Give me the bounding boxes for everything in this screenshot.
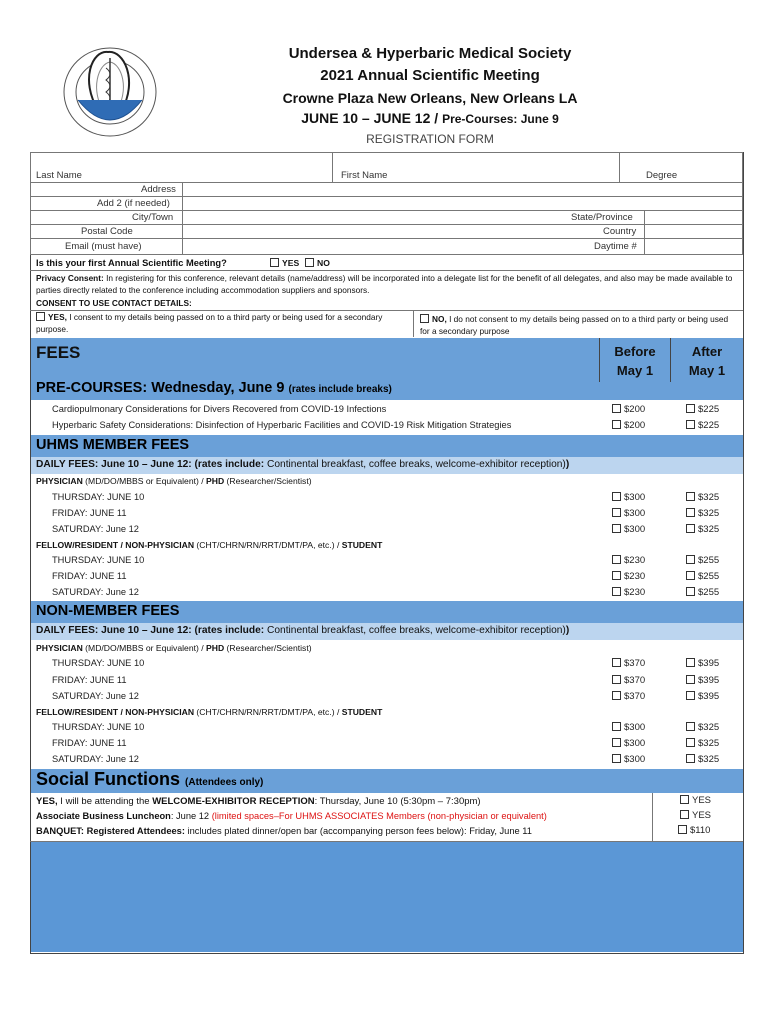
daytime-label: Daytime # [594, 241, 637, 252]
org-name: Undersea & Hyperbaric Medical Society [288, 45, 572, 62]
degree-field[interactable]: Degree [619, 152, 743, 183]
before-header: Before May 1 [614, 344, 656, 378]
precourse-after-price[interactable]: $225 [686, 420, 719, 431]
after-price[interactable]: $325 [686, 508, 719, 519]
address-field[interactable]: Address [30, 182, 743, 197]
after-price[interactable]: $395 [686, 675, 719, 686]
luncheon-row: Associate Business Luncheon: June 12 (limited spaces–For UHMS ASSOCIATES Members (non-physician or equivalent) [36, 811, 547, 821]
day-row: FRIDAY: JUNE 11 [52, 675, 127, 685]
nonmember-physician-heading: PHYSICIAN (MD/DO/MBBS or Equivalent) / PHD (Researcher/Scientist) [36, 643, 312, 653]
day-row: FRIDAY: JUNE 11 [52, 738, 127, 748]
before-price[interactable]: $230 [612, 555, 645, 566]
day-row: THURSDAY: JUNE 10 [52, 722, 145, 732]
precourses-title: PRE-COURSES: Wednesday, June 9 (rates include breaks) [36, 380, 392, 396]
header [230, 44, 630, 149]
nonmember-daily-label: DAILY FEES: June 10 – June 12: (rates include: Continental breakfast, coffee breaks, welcome-exhibitor reception)) [36, 625, 570, 636]
city-field[interactable]: City/Town State/Province [30, 210, 743, 225]
member-title: UHMS MEMBER FEES [36, 437, 190, 453]
last-name-field[interactable]: Last Name [30, 152, 333, 183]
bottom-blue-area [31, 842, 743, 952]
before-price[interactable]: $230 [612, 587, 645, 598]
after-price[interactable]: $325 [686, 754, 719, 765]
day-row: SATURDAY: June 12 [52, 691, 139, 701]
country-label: Country [603, 226, 637, 237]
before-price[interactable]: $300 [612, 524, 645, 535]
uhms-logo [60, 40, 160, 140]
first-meeting-row: Is this your first Annual Scientific Meeting? [36, 258, 227, 268]
after-price[interactable]: $395 [686, 691, 719, 702]
before-price[interactable]: $300 [612, 492, 645, 503]
fees-title: FEES [36, 343, 81, 362]
welcome-yes-checkbox[interactable]: YES [680, 795, 711, 806]
form-title: REGISTRATION FORM [366, 132, 494, 146]
day-row: SATURDAY: June 12 [52, 524, 139, 534]
day-row: FRIDAY: JUNE 11 [52, 571, 127, 581]
after-price[interactable]: $325 [686, 492, 719, 503]
before-price[interactable]: $300 [612, 508, 645, 519]
day-row: SATURDAY: June 12 [52, 754, 139, 764]
state-label: State/Province [571, 212, 633, 223]
member-daily-label: DAILY FEES: June 10 – June 12: (rates include: Continental breakfast, coffee breaks, welcome-exhibitor reception)) [36, 459, 570, 470]
first-meeting-no[interactable]: NO [305, 258, 330, 268]
after-price[interactable]: $255 [686, 587, 719, 598]
consent-heading: CONSENT TO USE CONTACT DETAILS: [36, 298, 192, 308]
luncheon-yes-checkbox[interactable]: YES [680, 810, 711, 821]
after-header: After May 1 [688, 344, 726, 378]
precourse-after-price[interactable]: $225 [686, 404, 719, 415]
social-title: Social Functions (Attendees only) [36, 769, 264, 789]
day-row: SATURDAY: June 12 [52, 587, 139, 597]
nonmember-fellow-heading: FELLOW/RESIDENT / NON-PHYSICIAN (CHT/CHRN/RN/RRT/DMT/PA, etc.) / STUDENT [36, 707, 383, 717]
member-fellow-heading: FELLOW/RESIDENT / NON-PHYSICIAN (CHT/CHRN/RN/RRT/DMT/PA, etc.) / STUDENT [36, 540, 383, 550]
after-price[interactable]: $325 [686, 738, 719, 749]
before-price[interactable]: $300 [612, 722, 645, 733]
welcome-reception-row: YES, I will be attending the WELCOME-EXHIBITOR RECEPTION: Thursday, June 10 (5:30pm – 7:30pm) [36, 796, 481, 807]
before-price[interactable]: $230 [612, 571, 645, 582]
before-price[interactable]: $300 [612, 754, 645, 765]
before-price[interactable]: $370 [612, 691, 645, 702]
dates: JUNE 10 – JUNE 12 / Pre-Courses: June 9 [301, 110, 559, 126]
postal-field[interactable]: Postal Code Country [30, 224, 743, 239]
first-meeting-yes[interactable]: YES [270, 258, 299, 268]
day-row: FRIDAY: JUNE 11 [52, 508, 127, 518]
consent-yes-option[interactable]: YES, I consent to my details being passed on to a third party or being used for a secondary purpose. [36, 312, 383, 334]
member-physician-heading: PHYSICIAN (MD/DO/MBBS or Equivalent) / PHD (Researcher/Scientist) [36, 476, 312, 486]
before-price[interactable]: $370 [612, 658, 645, 669]
consent-no-option[interactable]: NO, I do not consent to my details being passed on to a third party or being used for a secondary purpose [420, 314, 729, 336]
day-row: THURSDAY: JUNE 10 [52, 492, 145, 502]
before-price[interactable]: $300 [612, 738, 645, 749]
meeting-title: 2021 Annual Scientific Meeting [320, 67, 540, 84]
day-row: THURSDAY: JUNE 10 [52, 555, 145, 565]
precourse-before-price[interactable]: $200 [612, 404, 645, 415]
after-price[interactable]: $255 [686, 555, 719, 566]
after-price[interactable]: $255 [686, 571, 719, 582]
after-price[interactable]: $325 [686, 524, 719, 535]
first-name-field[interactable]: First Name [332, 152, 620, 183]
after-price[interactable]: $395 [686, 658, 719, 669]
day-row: THURSDAY: JUNE 10 [52, 658, 145, 668]
precourse-item: Cardiopulmonary Considerations for Divers Recovered from COVID-19 Infections [52, 404, 387, 414]
add2-field[interactable]: Add 2 (if needed) [30, 196, 743, 211]
email-field[interactable]: Email (must have) Daytime # [30, 238, 743, 255]
precourse-before-price[interactable]: $200 [612, 420, 645, 431]
after-price[interactable]: $325 [686, 722, 719, 733]
privacy-consent: Privacy Consent: In registering for this conference, relevant details (name/address) will be incorporated into a delegate list for the benefit of all delegates, and also may be made available to parties directly related to the conference including accommodation suppliers and sponsors. [36, 273, 733, 295]
venue: Crowne Plaza New Orleans, New Orleans LA [282, 90, 578, 106]
before-price[interactable]: $370 [612, 675, 645, 686]
banquet-checkbox[interactable]: $110 [678, 825, 710, 836]
banquet-row: BANQUET: Registered Attendees: includes plated dinner/open bar (accompanying person fees below): Friday, June 11 [36, 826, 532, 836]
precourse-item: Hyperbaric Safety Considerations: Disinfection of Hyperbaric Facilities and COVID-19 Risk Mitigation Strategies [52, 420, 512, 430]
nonmember-title: NON-MEMBER FEES [36, 603, 180, 619]
